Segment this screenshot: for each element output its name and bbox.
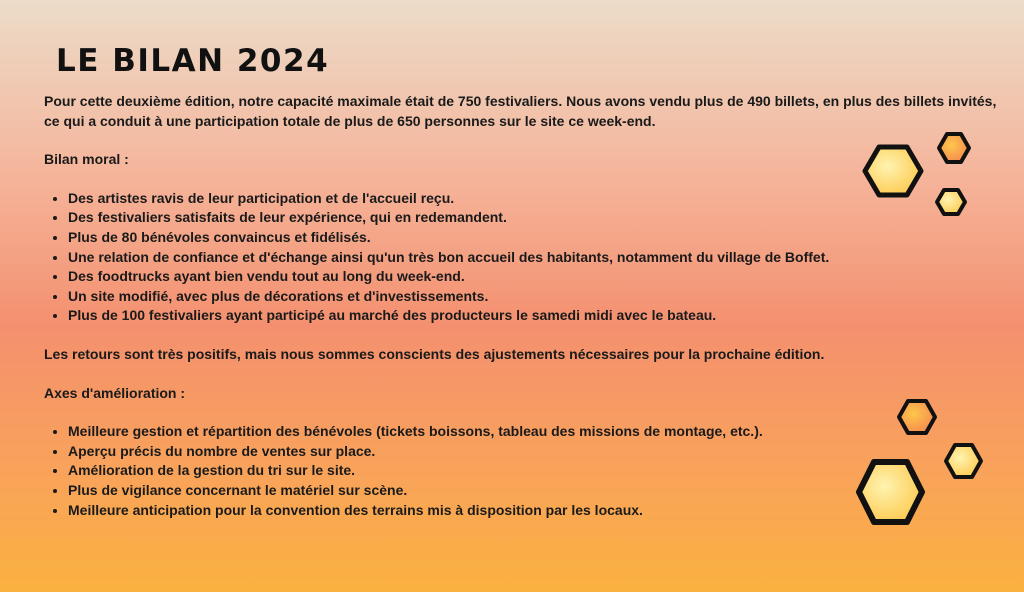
- axes-heading: Axes d'amélioration :: [44, 384, 186, 401]
- content-block: [44, 92, 1004, 520]
- page-title: LE BILAN 2024: [56, 42, 330, 79]
- list-item: • Un site modifié, avec plus de décorations et d'investissements.: [68, 287, 1004, 307]
- list-item: • Des foodtrucks ayant bien vendu tout au long du week-end.: [68, 267, 1004, 287]
- list-item: • Une relation de confiance et d'échange ainsi qu'un très bon accueil des habitants, notamment du village de Boffet.: [68, 248, 1004, 268]
- bilan-moral-heading: Bilan moral :: [44, 151, 129, 168]
- list-item: • Plus de vigilance concernant le matériel sur scène.: [68, 481, 1004, 501]
- bilan-moral-list: [44, 189, 1004, 326]
- axes-list: [44, 422, 1004, 520]
- list-item: • Aperçu précis du nombre de ventes sur place.: [68, 442, 1004, 462]
- list-item: • Plus de 80 bénévoles convaincus et fidélisés.: [68, 228, 1004, 248]
- list-item: • Meilleure anticipation pour la convention des terrains mis à disposition par les locaux.: [68, 501, 1004, 521]
- list-item: • Amélioration de la gestion du tri sur le site.: [68, 461, 1004, 481]
- intro-paragraph: Pour cette deuxième édition, notre capacité maximale était de 750 festivaliers. Nous avons vendu plus de 490 billets, en plus des billets invités, ce qui a conduit à une participation totale de plus de 650 personnes sur le site ce week-end.: [44, 93, 997, 129]
- list-item: • Plus de 100 festivaliers ayant participé au marché des producteurs le samedi midi avec le bateau.: [68, 306, 1004, 326]
- list-item: • Des festivaliers satisfaits de leur expérience, qui en redemandent.: [68, 208, 1004, 228]
- list-item: • Meilleure gestion et répartition des bénévoles (tickets boissons, tableau des missions de montage, etc.).: [68, 422, 1004, 442]
- list-item: • Des artistes ravis de leur participation et de l'accueil reçu.: [68, 189, 1004, 209]
- retours-paragraph: Les retours sont très positifs, mais nous sommes conscients des ajustements nécessaires pour la prochaine édition.: [44, 345, 825, 362]
